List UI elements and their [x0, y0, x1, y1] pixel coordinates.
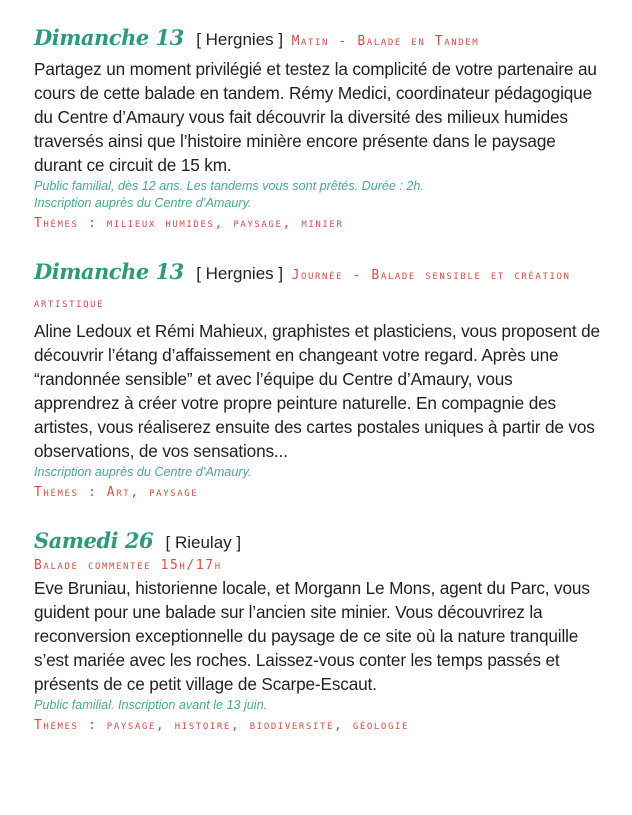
event-themes: Thèmes : milieux humides, paysage, minier	[34, 216, 344, 231]
event-3	[34, 527, 602, 736]
event-2	[34, 258, 602, 503]
event-slot: Journée - Balade sensible et création artistique	[34, 268, 571, 311]
event-note: Inscription auprès du Centre d’Amaury.	[34, 196, 252, 210]
event-header	[34, 527, 602, 574]
event-themes: Thèmes : paysage, histoire, biodiversité, géologie	[34, 718, 410, 733]
event-date: Dimanche 13	[34, 259, 184, 284]
event-header	[34, 258, 602, 317]
event-date: Dimanche 13	[34, 25, 184, 50]
event-note: Public familial, dès 12 ans. Les tandems vous sont prêtés. Durée : 2h.	[34, 179, 424, 193]
event-place: [ Rieulay ]	[165, 533, 242, 552]
event-place: [ Hergnies ]	[196, 30, 284, 49]
event-description: Partagez un moment privilégié et testez la complicité de votre partenaire au cours de cette balade en tandem. Rémy Medici, coordinateur pédagogique du Centre d’Amaury vous fait découvrir la diversité des milieux humides traversés ainsi que l’histoire minière encore présente dans le paysage durant ce circuit de 15 km.	[34, 59, 597, 175]
event-note: Inscription auprès du Centre d’Amaury.	[34, 465, 252, 479]
event-themes: Thèmes : Art, paysage	[34, 485, 199, 500]
event-description: Aline Ledoux et Rémi Mahieux, graphistes et plasticiens, vous proposent de découvrir l’étang d’affaissement en changeant votre regard. Après une “randonnée sensible” et avec l’équipe du Centre d’Amaury, vous apprendrez à créer votre propre peinture naturelle. En compagnie des artistes, vous réaliserez ensuite des cartes postales uniques à partir de vos observations, de vos sensations...	[34, 321, 600, 461]
event-note: Public familial. Inscription avant le 13 juin.	[34, 698, 268, 712]
event-date: Samedi 26	[34, 528, 154, 553]
event-slot: Balade commentée 15h/17h	[34, 558, 222, 573]
event-place: [ Hergnies ]	[196, 264, 284, 283]
event-slot: Matin - Balade en Tandem	[291, 34, 480, 49]
event-1	[34, 24, 602, 234]
event-description: Eve Bruniau, historienne locale, et Morgann Le Mons, agent du Parc, vous guident pour une balade sur l’ancien site minier. Vous découvrirez la reconversion exceptionnelle du paysage de ce site où la nature tranquille s’est mariée avec les roches. Laissez-vous conter les temps passés et présents de ce petit village de Scarpe-Escaut.	[34, 578, 590, 694]
event-header	[34, 24, 602, 55]
